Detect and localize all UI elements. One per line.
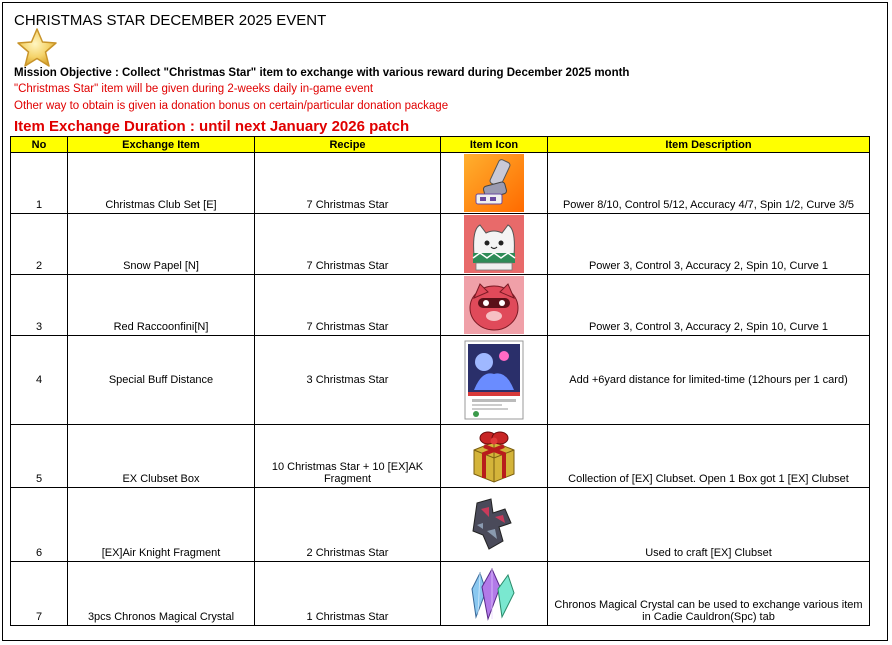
golf-club-icon xyxy=(464,154,524,212)
gift-box-icon xyxy=(468,428,520,484)
row-no: 3 xyxy=(11,275,68,336)
row-recipe-line: 10 Christmas Star + 10 [EX]AK xyxy=(271,461,424,473)
buff-card-icon xyxy=(464,340,524,420)
row-no: 7 xyxy=(11,562,68,626)
row-description: Used to craft [EX] Clubset xyxy=(548,488,870,562)
header-exchange-item: Exchange Item xyxy=(68,137,255,153)
row-item: Red Raccoonfini[N] xyxy=(68,275,255,336)
row-icon-cell xyxy=(441,275,548,336)
row-description: Power 8/10, Control 5/12, Accuracy 4/7, Spin 1/2, Curve 3/5 xyxy=(548,153,870,214)
row-icon-cell xyxy=(441,153,548,214)
page-title: CHRISTMAS STAR DECEMBER 2025 EVENT xyxy=(14,12,327,29)
row-description: Power 3, Control 3, Accuracy 2, Spin 10, Curve 1 xyxy=(548,275,870,336)
row-no: 6 xyxy=(11,488,68,562)
row-item: Special Buff Distance xyxy=(68,336,255,425)
exchange-duration: Item Exchange Duration : until next January 2026 patch xyxy=(14,118,410,135)
row-recipe: 2 Christmas Star xyxy=(255,488,441,562)
table-row xyxy=(11,214,870,275)
row-recipe xyxy=(255,425,441,488)
row-recipe: 7 Christmas Star xyxy=(255,214,441,275)
note-line-2: Other way to obtain is given ia donation bonus on certain/particular donation package xyxy=(14,100,449,112)
table-row xyxy=(11,562,870,626)
row-icon-cell xyxy=(441,562,548,626)
row-item: EX Clubset Box xyxy=(68,425,255,488)
row-recipe: 7 Christmas Star xyxy=(255,275,441,336)
exchange-table xyxy=(10,136,870,626)
star-icon xyxy=(15,27,59,69)
row-description-line: in Cadie Cauldron(Spc) tab xyxy=(642,611,775,623)
row-no: 1 xyxy=(11,153,68,214)
row-item: 3pcs Chronos Magical Crystal xyxy=(68,562,255,626)
row-description: Power 3, Control 3, Accuracy 2, Spin 10, Curve 1 xyxy=(548,214,870,275)
header-item-icon: Item Icon xyxy=(441,137,548,153)
row-icon-cell xyxy=(441,336,548,425)
row-item: Christmas Club Set [E] xyxy=(68,153,255,214)
row-no: 5 xyxy=(11,425,68,488)
row-description xyxy=(548,562,870,626)
table-row xyxy=(11,275,870,336)
row-no: 2 xyxy=(11,214,68,275)
mission-objective: Mission Objective : Collect "Christmas Star" item to exchange with various reward during December 2025 month xyxy=(14,67,630,79)
table-row xyxy=(11,153,870,214)
red-raccoon-icon xyxy=(464,276,524,334)
row-recipe: 1 Christmas Star xyxy=(255,562,441,626)
note-line-1: "Christmas Star" item will be given during 2-weeks daily in-game event xyxy=(14,83,374,95)
row-icon-cell xyxy=(441,488,548,562)
crystal-icon xyxy=(468,567,520,621)
row-no: 4 xyxy=(11,336,68,425)
row-item: Snow Papel [N] xyxy=(68,214,255,275)
header-no: No xyxy=(11,137,68,153)
row-recipe: 3 Christmas Star xyxy=(255,336,441,425)
table-header-row xyxy=(11,137,870,153)
snow-papel-icon xyxy=(464,215,524,273)
row-description: Collection of [EX] Clubset. Open 1 Box got 1 [EX] Clubset xyxy=(548,425,870,488)
row-icon-cell xyxy=(441,425,548,488)
header-recipe: Recipe xyxy=(255,137,441,153)
fragment-icon xyxy=(469,497,519,553)
table-row xyxy=(11,425,870,488)
row-description-line: Chronos Magical Crystal can be used to exchange various item xyxy=(554,599,863,611)
row-recipe: 7 Christmas Star xyxy=(255,153,441,214)
row-description: Add +6yard distance for limited-time (12hours per 1 card) xyxy=(548,336,870,425)
table-row xyxy=(11,336,870,425)
row-item: [EX]Air Knight Fragment xyxy=(68,488,255,562)
header-item-description: Item Description xyxy=(548,137,870,153)
row-recipe-line: Fragment xyxy=(323,473,372,485)
row-icon-cell xyxy=(441,214,548,275)
table-row xyxy=(11,488,870,562)
